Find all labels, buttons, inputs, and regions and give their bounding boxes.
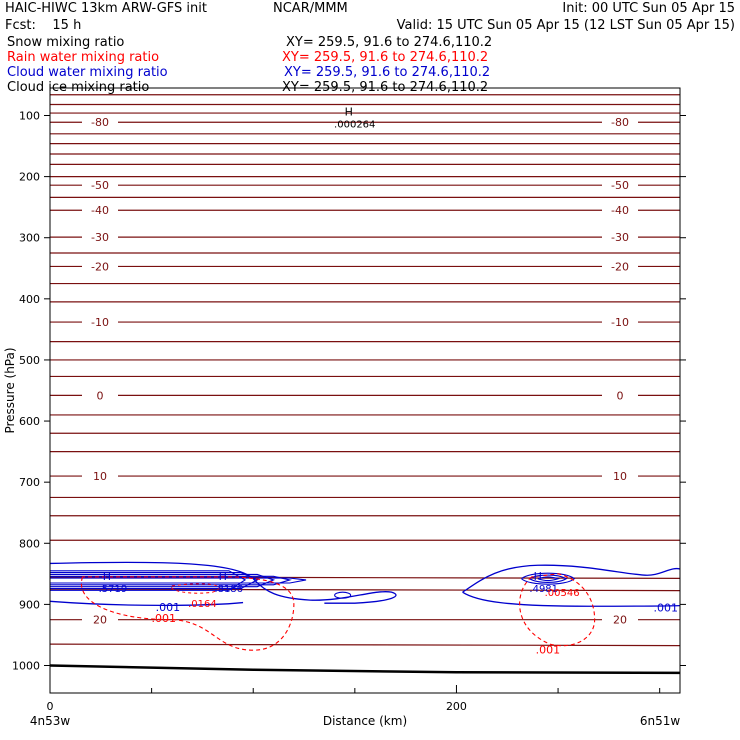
contour-value-label: .001 <box>653 601 679 615</box>
isotherm-label: -10 <box>91 316 109 330</box>
max-value-label: .4981 <box>529 583 559 595</box>
isotherm-label: -50 <box>91 179 109 193</box>
legend-cloud-water-name: Cloud water mixing ratio <box>7 65 168 80</box>
terrain-surface-line <box>50 666 680 673</box>
y-tick-label: 600 <box>19 415 40 429</box>
contour-value-label: .001 <box>151 611 177 625</box>
y-tick-label: 500 <box>19 353 40 367</box>
isotherm-line <box>50 644 680 646</box>
max-marker: H <box>344 105 353 119</box>
y-axis-label: Pressure (hPa) <box>3 347 17 434</box>
y-tick-label: 700 <box>19 476 40 490</box>
x-axis-label: Distance (km) <box>322 714 408 728</box>
legend-rain-xy: XY= 259.5, 91.6 to 274.6,110.2 <box>282 50 489 65</box>
isotherm-label: -20 <box>91 260 109 274</box>
isotherm-label: -30 <box>611 231 629 245</box>
model-title: HAIC-HIWC 13km ARW-GFS init <box>5 1 207 16</box>
forecast-hour: Fcst: 15 h <box>5 18 82 33</box>
max-marker: H <box>102 569 112 583</box>
isotherm-label: 10 <box>93 470 107 484</box>
y-tick-label: 100 <box>19 109 40 123</box>
y-tick-label: 1000 <box>12 659 40 673</box>
max-value-label: .00546 <box>544 588 580 600</box>
isotherm-label: 10 <box>613 470 627 484</box>
isotherm-label: -40 <box>611 204 629 218</box>
legend-rain-name: Rain water mixing ratio <box>7 50 160 65</box>
max-value-label: .000264 <box>334 119 376 131</box>
x-tick-label: 200 <box>445 700 467 713</box>
max-value-label: .5719 <box>98 583 128 595</box>
isotherm-label: 0 <box>96 389 104 403</box>
contour-value-label: .001 <box>535 643 561 657</box>
isotherm-label: -20 <box>611 260 629 274</box>
init-time: Init: 00 UTC Sun 05 Apr 15 <box>562 1 735 16</box>
isotherm-label: 20 <box>93 613 107 627</box>
legend-snow-name: Snow mixing ratio <box>7 35 125 50</box>
isotherm-label: -50 <box>611 179 629 193</box>
y-tick-label: 400 <box>19 292 40 306</box>
max-value-label: .8186 <box>214 583 244 595</box>
isotherm-label: -40 <box>91 204 109 218</box>
isotherm-label: -80 <box>91 116 109 130</box>
max-value-label: .0164 <box>188 599 217 611</box>
max-marker: H <box>218 569 227 583</box>
isotherm-label: -80 <box>611 116 629 130</box>
y-tick-label: 200 <box>19 170 40 184</box>
max-marker: H <box>533 569 542 583</box>
legend-snow-xy: XY= 259.5, 91.6 to 274.6,110.2 <box>286 35 493 50</box>
contour-value-label: .001 <box>155 600 181 614</box>
valid-time: Valid: 15 UTC Sun 05 Apr 15 (12 LST Sun 05 Apr 15) <box>396 18 735 33</box>
left-end-label: 4n53w <box>29 714 71 728</box>
legend-cloud-water-xy: XY= 259.5, 91.6 to 274.6,110.2 <box>284 65 491 80</box>
right-end-label: 6n51w <box>639 714 681 728</box>
x-tick-label: 0 <box>46 700 54 713</box>
y-tick-label: 900 <box>19 598 40 612</box>
y-tick-label: 300 <box>19 231 40 245</box>
legend-ice-xy: XY= 259.5, 91.6 to 274.6,110.2 <box>282 80 489 95</box>
isotherm-label: -10 <box>611 316 629 330</box>
isotherm-label: 20 <box>613 613 627 627</box>
org-label: NCAR/MMM <box>273 1 348 16</box>
isotherm-label: 0 <box>616 389 624 403</box>
y-tick-label: 800 <box>19 537 40 551</box>
isotherm-label: -30 <box>91 231 109 245</box>
legend-ice-name: Cloud ice mixing ratio <box>7 80 150 95</box>
